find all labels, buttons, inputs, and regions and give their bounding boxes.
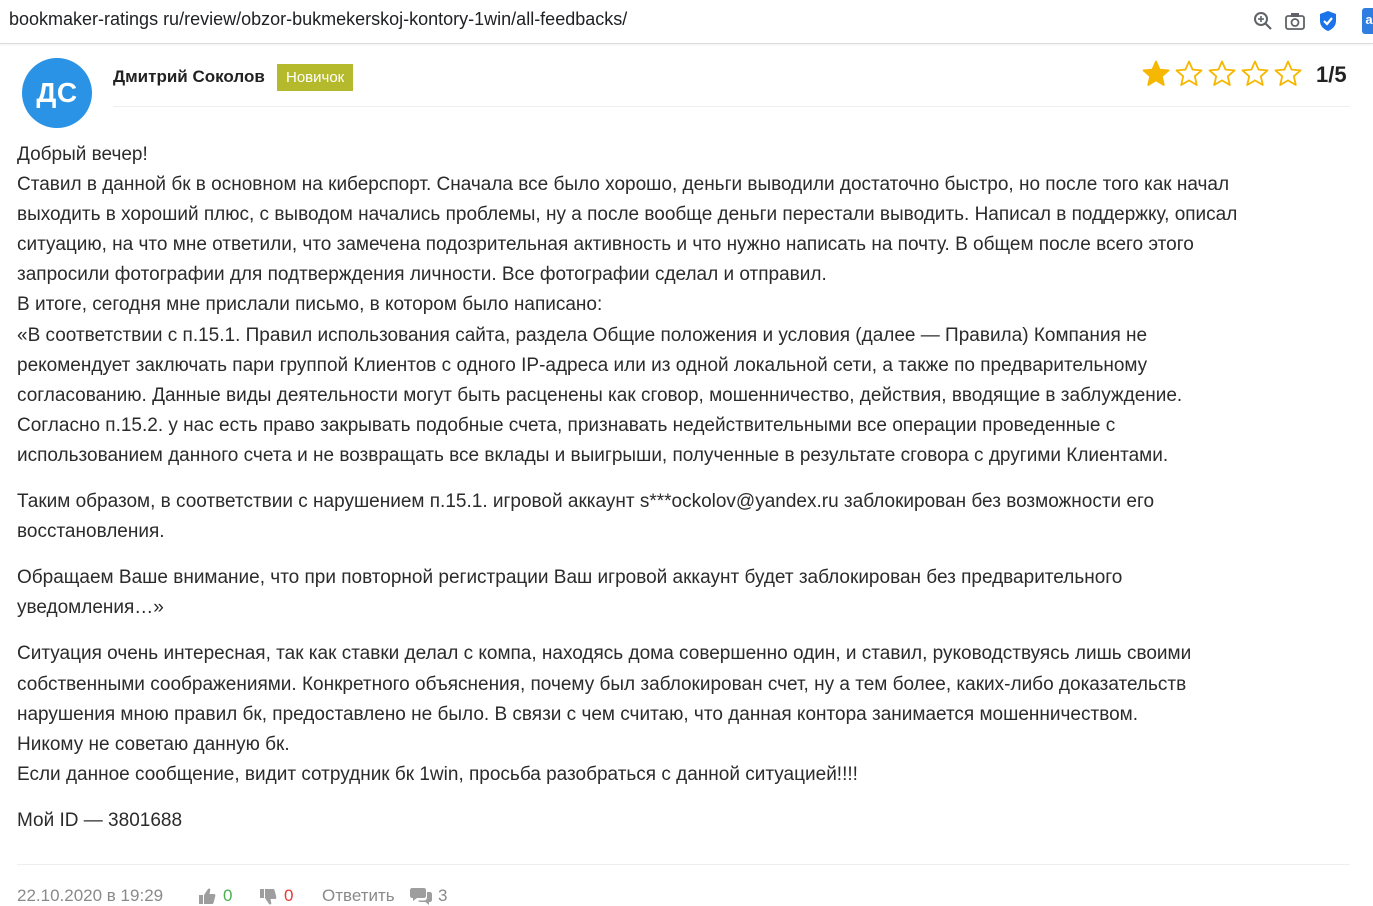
review-line: «В соответствии с п.15.1. Правил использования сайта, раздела Общие положения и условия (далее — Правила) Компания не [17, 324, 1148, 346]
review-line: Согласно п.15.2. у нас есть право закрывать подобные счета, признавать недействительными все операции проведенные с [17, 414, 1116, 436]
review-line: восстановления. [17, 521, 165, 543]
rating-text: 1/5 [1316, 62, 1347, 87]
star-empty-icon [1208, 60, 1236, 88]
star-empty-icon [1274, 60, 1302, 88]
star-empty-icon [1175, 60, 1203, 88]
user-level-badge: Новичок [277, 64, 353, 91]
review-line: собственными соображениями. Конкретного объяснения, почему был заблокирован счет, ну а тем более, каких-либо доказательств [17, 673, 1187, 695]
camera-icon[interactable] [1284, 10, 1306, 32]
review-paragraph [17, 639, 1357, 789]
footer-divider [17, 864, 1350, 865]
review-line: Ставил в данной бк в основном на киберспорт. Сначала все было хорошо, деньги выводили достаточно быстро, но после того как начал [17, 174, 1230, 196]
review-paragraph [17, 140, 1357, 471]
paragraph-gap [17, 547, 1357, 563]
review-date: 22.10.2020 в 19:29 [17, 886, 164, 905]
review-paragraph [17, 487, 1357, 547]
review-line: Если данное сообщение, видит сотрудник бк 1win, просьба разобраться с данной ситуацией!!!! [17, 763, 858, 785]
review-line: рекомендует заключать пари группой Клиентов с одного IP-адреса или из одной локальной сети, а также по предварительному [17, 354, 1148, 376]
header-divider [113, 106, 1350, 107]
review-line: Никому не советаю данную бк. [17, 733, 290, 755]
paragraph-gap [17, 790, 1357, 806]
comments-icon[interactable] [410, 886, 432, 906]
review-paragraph [17, 563, 1357, 623]
likes-count: 0 [223, 886, 233, 905]
reply-link[interactable]: Ответить [322, 886, 395, 905]
review-line: выходить в хороший плюс, с выводом начались проблемы, ну а после вообще деньги перестали выводить. Написал в поддержку, описал [17, 204, 1238, 226]
review-line: запросили фотографии для подтверждения личности. Все фотографии сделал и отправил. [17, 264, 827, 286]
review-line: В итоге, сегодня мне прислали письмо, в котором было написано: [17, 294, 603, 316]
star-empty-icon [1241, 60, 1269, 88]
review-line: Мой ID — 3801688 [17, 809, 183, 831]
avatar: ДС [22, 58, 92, 128]
address-url[interactable]: bookmaker-ratings ru/review/obzor-bukmekerskoj-kontory-1win/all-feedbacks/ [9, 9, 628, 29]
author-name[interactable]: Дмитрий Соколов [113, 67, 265, 86]
review-line: ситуацию, на что мне ответили, что замечена подозрительная активность и что нужно написать на почту. В общем после всего этого [17, 234, 1194, 256]
extension-icon[interactable]: a [1362, 8, 1373, 34]
comments-count: 3 [438, 886, 448, 905]
review-line: уведомления…» [17, 597, 164, 619]
review-line: использованием данного счета и не возвращать все вклады и выигрыши, полученные в результате сговора с другими Клиентами. [17, 444, 1169, 466]
review-line: Обращаем Ваше внимание, что при повторной регистрации Ваш игровой аккаунт будет заблокирован без предварительного [17, 567, 1123, 589]
review-line: согласованию. Данные виды деятельности могут быть расценены как сговор, мошенничество, действия, вводящие в заблуждение. [17, 384, 1183, 406]
dislikes-count: 0 [284, 886, 294, 905]
star-filled-icon [1142, 60, 1170, 88]
review-body [17, 140, 1357, 836]
review-line: Ситуация очень интересная, так как ставки делал с компа, находясь дома совершенно один, и ставил, руководствуясь лишь своими [17, 643, 1192, 665]
thumbs-down-icon[interactable] [259, 888, 277, 906]
review-line: Таким образом, в соответствии с нарушением п.15.1. игровой аккаунт s***ockolov@yandex.ru заблокирован без возможности его [17, 491, 1155, 513]
review-paragraph [17, 806, 1357, 836]
review-line: Добрый вечер! [17, 144, 148, 165]
paragraph-gap [17, 471, 1357, 487]
browser-address-bar [0, 0, 1373, 44]
paragraph-gap [17, 623, 1357, 639]
zoom-icon[interactable] [1252, 10, 1274, 32]
shield-check-icon[interactable] [1317, 10, 1339, 32]
thumbs-up-icon[interactable] [198, 887, 216, 905]
review-line: нарушения мною правил бк, предоставлено не было. В связи с чем считаю, что данная контора занимается мошенничеством. [17, 703, 1138, 725]
